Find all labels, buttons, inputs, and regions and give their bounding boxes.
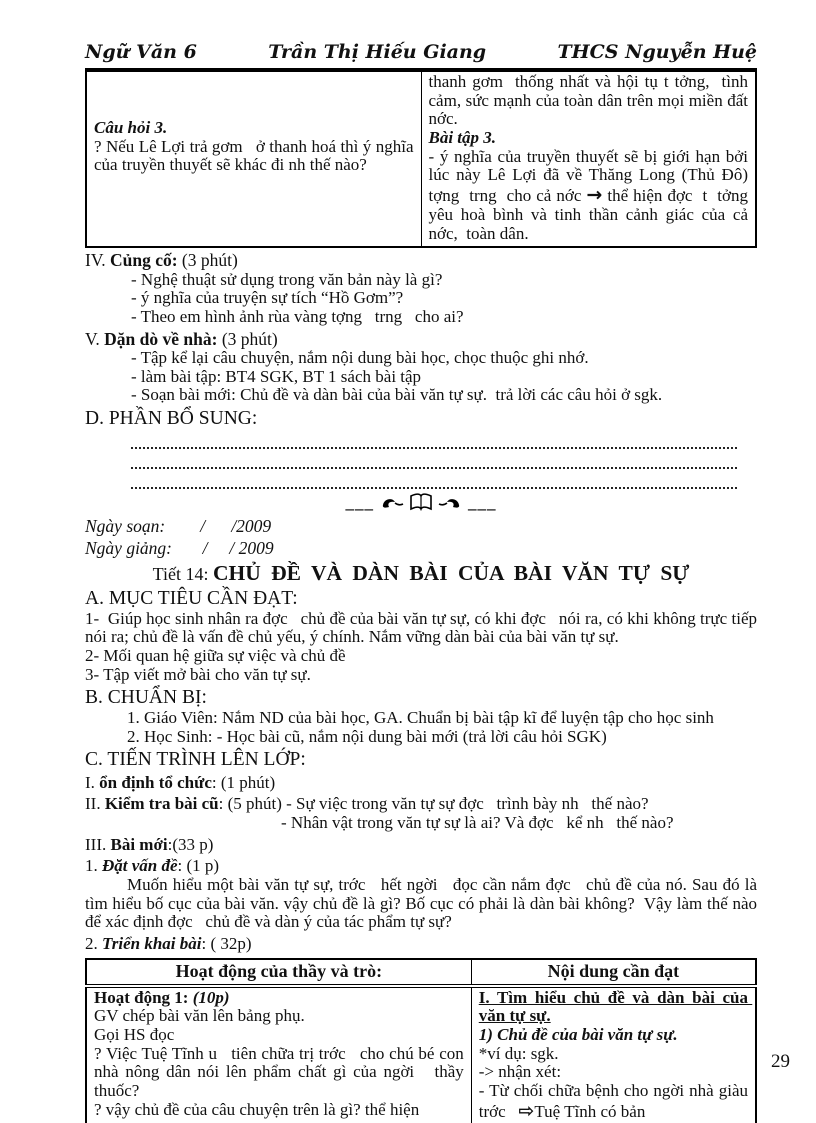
column-header-teacher: Hoạt động của thầy và trò: <box>86 959 471 986</box>
activity-cell <box>86 986 471 1123</box>
ornament-dash: ___ <box>468 493 497 512</box>
list-item: - Soạn bài mới: Chủ đề và dàn bài của bài văn tự sự. trả lời các câu hỏi ở sgk. <box>131 385 663 405</box>
section-v-title: Dặn dò về nhà: <box>104 328 218 349</box>
step-i-title: ổn định tổ chức <box>99 772 212 792</box>
content-heading-2: 1) Chủ đề của bài văn tự sự. <box>478 1025 678 1045</box>
header-school: THCS Nguyễn Huệ <box>557 41 757 63</box>
date-taught: Ngày giảng: / / 2009 <box>85 538 274 559</box>
step-i-line <box>85 774 757 793</box>
part2-heading <box>85 935 757 954</box>
right-arrow-icon: → <box>586 184 603 207</box>
introduction-paragraph: Muốn hiểu một bài văn tự sự, trớc hết ngời đọc cần nắm đợc chủ đề của nó. Sau đó là tìm hiểu bố cục của bài văn. vậy chủ đề là gì? Bố cục có phải là dàn bài không? Vậy làm thế nào để xác định đợc chủ đề và dàn ý của tác phẩm tự sự? <box>85 875 762 932</box>
section-b-heading: B. CHUẨN BỊ: <box>85 687 207 709</box>
activity-line: GV chép bài văn lên bảng phụ. <box>94 1006 305 1026</box>
objective-item: 2- Mối quan hệ giữa sự việc và chủ đề <box>85 646 346 666</box>
objective-item: 3- Tập viết mở bài cho văn tự sự. <box>85 664 311 684</box>
section-d-heading: D. PHẦN BỔ SUNG: <box>85 407 258 429</box>
exercise3-body <box>428 146 757 244</box>
question3-title: Câu hỏi 3. <box>94 117 168 137</box>
fill-in-lines <box>131 429 737 489</box>
page-header <box>85 42 757 70</box>
exercise3-title: Bài tập 3. <box>428 127 497 147</box>
empty-space <box>94 73 414 119</box>
table-row <box>86 71 756 247</box>
step-i-time: : (1 phút) <box>211 772 276 792</box>
preparation-item: 1. Giáo Viên: Nắm ND của bài học, GA. Chuẩn bị bài tập kĩ để luyện tập cho học sinh <box>127 707 714 727</box>
section-iv-heading <box>85 251 757 270</box>
part1-time: : (1 p) <box>177 856 220 876</box>
exercise3-text-b: thể hiện đợc t tởng yêu hoà bình và tinh thần cảnh giác của cả nớc, toàn dân. <box>428 186 757 243</box>
activity-line: Gọi HS đọc <box>94 1025 175 1045</box>
lesson-title-line <box>85 562 757 586</box>
column-header-content: Nội dung cần đạt <box>471 959 756 986</box>
section-v-time: (3 phút) <box>217 328 278 349</box>
list-item: - Nghệ thuật sử dụng trong văn bản này là gì? <box>131 269 443 289</box>
lesson-title: CHỦ ĐỀ VÀ DÀN BÀI CỦA BÀI VĂN TỰ SỰ <box>212 560 690 585</box>
content-heading-1: I. Tìm hiểu chủ đề và dàn bài của văn tự sự. <box>478 987 753 1026</box>
part1-heading <box>85 857 757 876</box>
step-ii-question2: - Nhân vật trong văn tự sự là ai? Và đợc kể nh thế nào? <box>281 813 674 833</box>
step-ii-line <box>85 795 757 814</box>
divider-ornament <box>85 492 757 514</box>
content-text-b: Tuệ Tĩnh có bản <box>534 1101 646 1121</box>
part2-time: : ( 32p) <box>201 934 252 954</box>
step-iii-label: III. <box>85 834 111 854</box>
dotted-line <box>131 449 737 469</box>
step-ii-title: Kiểm tra bài cũ <box>104 794 219 814</box>
activity1-heading <box>94 989 464 1008</box>
step-i-label: I. <box>85 772 100 792</box>
section-iv-title: Củng cố: <box>109 250 178 271</box>
review-table <box>85 70 757 248</box>
section-iv-label: IV. <box>85 250 110 271</box>
header-author: Trần Thị Hiếu Giang <box>268 41 487 63</box>
activity1-time: (10p) <box>192 987 230 1007</box>
dotted-line <box>131 469 737 489</box>
content-cell <box>471 986 756 1123</box>
dotted-line <box>131 429 737 449</box>
section-v-heading <box>85 330 757 349</box>
content-text-a: - Từ chối chữa bệnh cho ngời nhà giàu trớc <box>478 1081 753 1121</box>
part1-number: 1. <box>85 856 102 876</box>
answer-paragraph: thanh gơm thống nhất và hội tụ t tởng, tình cảm, sức mạnh của toàn dân trên mọi miền đất nớc. <box>428 71 753 129</box>
review-table-left-cell <box>86 71 421 247</box>
date-composed: Ngày soạn: / /2009 <box>85 516 272 537</box>
page-number: 29 <box>771 1051 790 1072</box>
exercise3-text-a: - ý nghĩa của truyền thuyết sẽ bị giới hạn bởi lúc này Lê Lợi đã về Thăng Long (Thủ Đô) tợng trng cho cả nớc <box>428 146 753 206</box>
content-line <box>478 1081 753 1122</box>
activity-line: ? vậy chủ đề của câu chuyện trên là gì? thể hiện <box>94 1099 420 1119</box>
review-table-right-cell <box>421 71 756 247</box>
section-v-items <box>131 349 757 405</box>
open-book-icon <box>377 493 465 513</box>
section-c-heading: C. TIẾN TRÌNH LÊN LỚP: <box>85 749 306 771</box>
list-item: - làm bài tập: BT4 SGK, BT 1 sách bài tập <box>131 366 422 386</box>
objective-item: 1- Giúp học sinh nhân ra đợc chủ đề của bài văn tự sự, có khi đợc nói ra, có khi không trực tiếp nói ra; chủ đề là vấn đề chủ yếu, ý chính. Nắm vững dàn bài của bài văn tự sự. <box>85 608 762 647</box>
table-row <box>86 986 756 1123</box>
hollow-right-arrow-icon: ⇨ <box>518 1099 535 1122</box>
list-item: - Tập kể lại câu chuyện, nắm nội dung bài học, chọc thuộc ghi nhớ. <box>131 347 589 367</box>
ornament-dash: ___ <box>345 493 374 512</box>
content-line: -> nhận xét: <box>478 1062 562 1082</box>
step-ii-question1: : (5 phút) - Sự việc trong văn tự sự đợc trình bày nh thế nào? <box>218 794 649 814</box>
activity-line: ? Việc Tuệ Tĩnh u tiên chữa trị trớc cho chú bé con nhà nông dân nói lên phẩm chất gì của ngời thầy thuốc? <box>94 1043 468 1101</box>
section-a-heading: A. MỤC TIÊU CẦN ĐẠT: <box>85 588 298 610</box>
step-ii-label: II. <box>85 794 105 814</box>
lesson-number: Tiết 14: <box>152 563 213 584</box>
content-line: *ví dụ: sgk. <box>478 1043 559 1063</box>
activity1-sep: : <box>182 987 193 1007</box>
table-header-row <box>86 959 756 986</box>
preparation-item: 2. Học Sinh: - Học bài cũ, nắm nội dung bài mới (trả lời câu hỏi SGK) <box>127 726 607 746</box>
list-item: - ý nghĩa của truyện sự tích “Hồ Gơm”? <box>131 288 404 308</box>
question3-body: ? Nếu Lê Lợi trả gơm ở thanh hoá thì ý nghĩa của truyền thuyết sẽ khác đi nh thế nào? <box>94 136 418 175</box>
section-iv-time: (3 phút) <box>177 250 238 271</box>
activity1-title: Hoạt động 1 <box>94 987 183 1007</box>
section-v-label: V. <box>85 328 105 349</box>
step-iii-title: Bài mới <box>110 834 168 854</box>
step-iii-line <box>85 836 757 855</box>
lesson-activity-table <box>85 958 757 1123</box>
step-iii-time: :(33 p) <box>167 834 214 854</box>
header-subject: Ngữ Văn 6 <box>85 41 197 63</box>
part2-title: Triển khai bài <box>102 934 202 954</box>
part1-title: Đặt vấn đề <box>102 856 178 876</box>
part2-number: 2. <box>85 934 102 954</box>
section-iv-items <box>131 271 757 327</box>
list-item: - Theo em hình ảnh rùa vàng tợng trng cho ai? <box>131 306 464 326</box>
